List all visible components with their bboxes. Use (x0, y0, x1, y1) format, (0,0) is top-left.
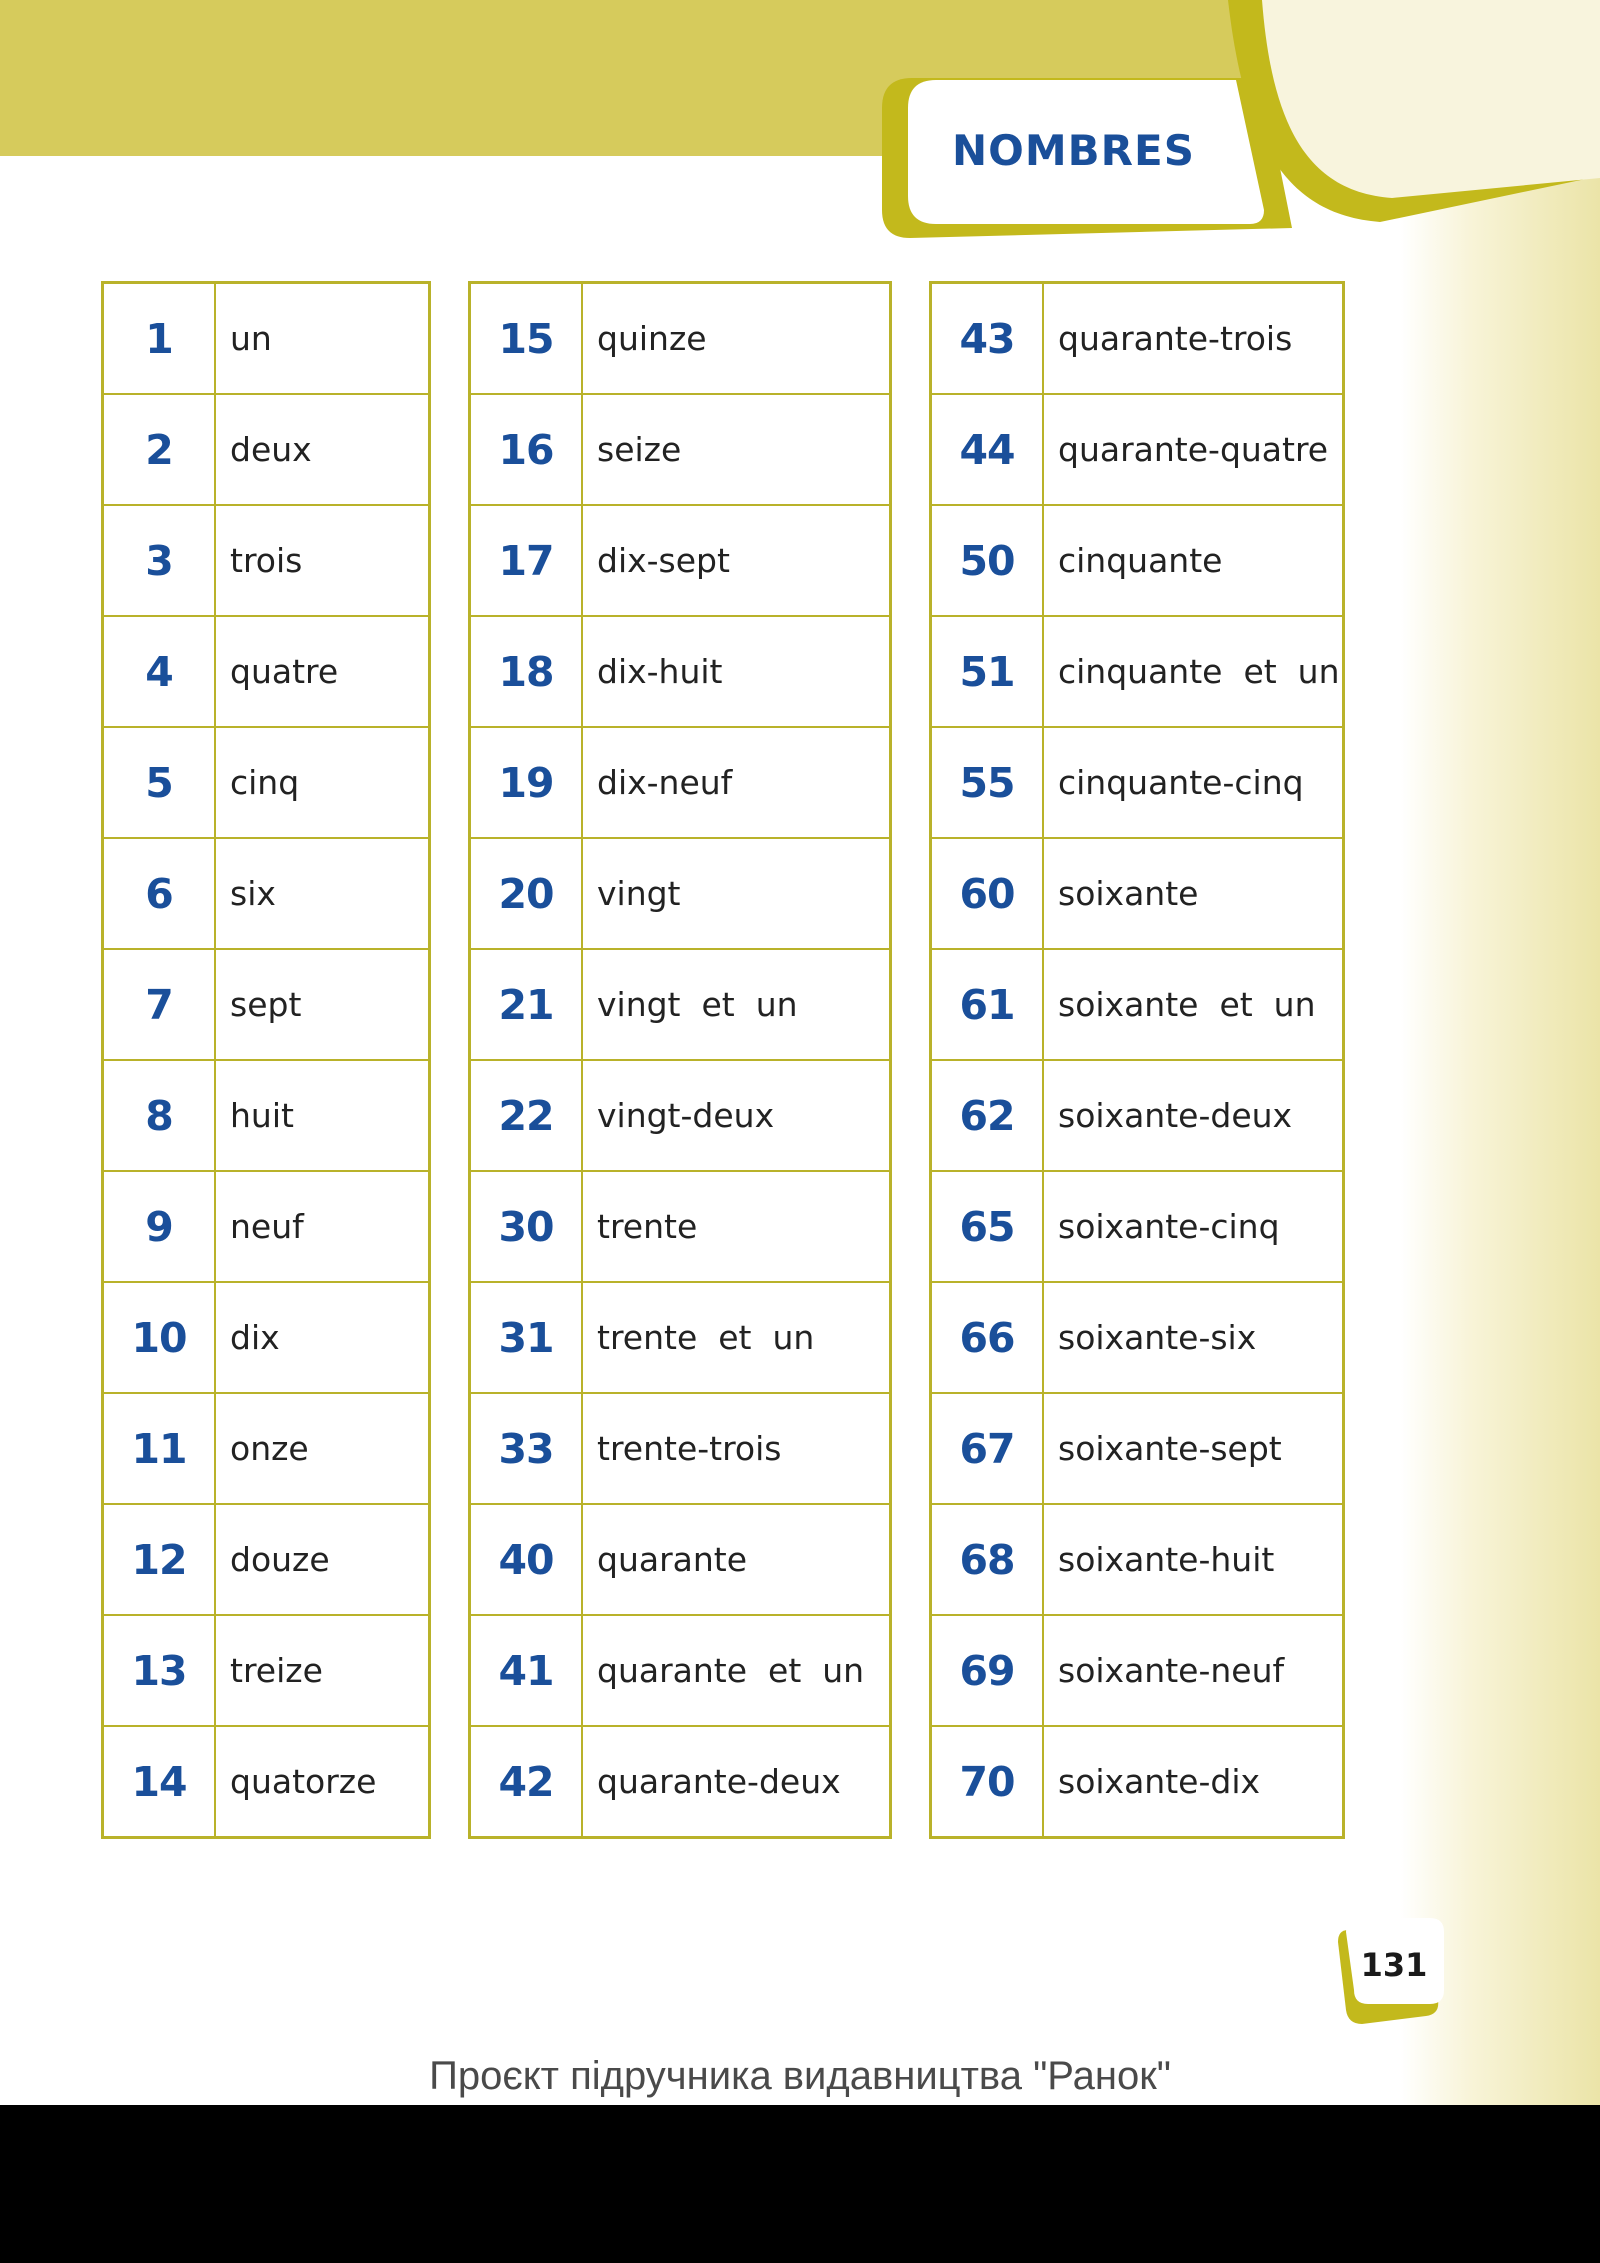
number-word: cinq (215, 727, 430, 838)
table-row (103, 616, 430, 727)
number-word: soixante-huit (1043, 1504, 1344, 1615)
number-word: trente et un (582, 1282, 891, 1393)
table-row (103, 394, 430, 505)
number-word: cinquante-cinq (1043, 727, 1344, 838)
number-digit: 62 (931, 1060, 1044, 1171)
number-digit: 51 (931, 616, 1044, 727)
number-word: cinquante et un (1043, 616, 1344, 727)
numbers-table-2 (468, 281, 892, 1839)
table-row (103, 1615, 430, 1726)
number-digit: 33 (470, 1393, 583, 1504)
number-word: soixante-sept (1043, 1393, 1344, 1504)
table-row (103, 838, 430, 949)
number-digit: 12 (103, 1504, 216, 1615)
number-digit: 31 (470, 1282, 583, 1393)
number-digit: 16 (470, 394, 583, 505)
table-row (470, 505, 891, 616)
number-word: quarante et un (582, 1615, 891, 1726)
number-digit: 70 (931, 1726, 1044, 1838)
number-digit: 43 (931, 283, 1044, 395)
number-word: trois (215, 505, 430, 616)
number-word: quarante-trois (1043, 283, 1344, 395)
number-digit: 17 (470, 505, 583, 616)
table-row (931, 1393, 1344, 1504)
number-digit: 11 (103, 1393, 216, 1504)
table-row (470, 283, 891, 395)
number-word: trente (582, 1171, 891, 1282)
table-row (470, 394, 891, 505)
table-row (931, 1615, 1344, 1726)
table-row (103, 727, 430, 838)
number-digit: 68 (931, 1504, 1044, 1615)
table-row (931, 949, 1344, 1060)
number-digit: 8 (103, 1060, 216, 1171)
number-word: deux (215, 394, 430, 505)
table-row (931, 616, 1344, 727)
number-word: quatre (215, 616, 430, 727)
number-digit: 21 (470, 949, 583, 1060)
number-word: vingt et un (582, 949, 891, 1060)
number-digit: 9 (103, 1171, 216, 1282)
number-word: soixante-cinq (1043, 1171, 1344, 1282)
number-digit: 10 (103, 1282, 216, 1393)
number-digit: 14 (103, 1726, 216, 1838)
table-row (103, 283, 430, 395)
table-row (470, 1171, 891, 1282)
number-digit: 22 (470, 1060, 583, 1171)
number-word: seize (582, 394, 891, 505)
number-word: quarante-deux (582, 1726, 891, 1838)
table-row (470, 1282, 891, 1393)
table-row (470, 838, 891, 949)
number-word: dix-neuf (582, 727, 891, 838)
table-row (931, 394, 1344, 505)
number-digit: 4 (103, 616, 216, 727)
number-digit: 44 (931, 394, 1044, 505)
number-digit: 67 (931, 1393, 1044, 1504)
table-row (931, 838, 1344, 949)
number-word: trente-trois (582, 1393, 891, 1504)
number-word: dix-huit (582, 616, 891, 727)
number-digit: 18 (470, 616, 583, 727)
number-word: un (215, 283, 430, 395)
number-digit: 5 (103, 727, 216, 838)
number-digit: 7 (103, 949, 216, 1060)
table-row (931, 283, 1344, 395)
table-row (931, 505, 1344, 616)
publisher-note: Проєкт підручника видавництва "Ранок" (429, 2054, 1171, 2098)
number-digit: 20 (470, 838, 583, 949)
number-word: douze (215, 1504, 430, 1615)
number-digit: 41 (470, 1615, 583, 1726)
table-row (103, 1393, 430, 1504)
number-word: soixante-dix (1043, 1726, 1344, 1838)
number-digit: 40 (470, 1504, 583, 1615)
table-row (931, 1060, 1344, 1171)
number-digit: 61 (931, 949, 1044, 1060)
number-word: dix-sept (582, 505, 891, 616)
table-row (103, 1504, 430, 1615)
table-row (931, 1726, 1344, 1838)
table-row (103, 1282, 430, 1393)
table-row (470, 1393, 891, 1504)
number-word: dix (215, 1282, 430, 1393)
table-row (931, 727, 1344, 838)
number-word: vingt (582, 838, 891, 949)
number-digit: 3 (103, 505, 216, 616)
table-row (931, 1504, 1344, 1615)
number-word: soixante et un (1043, 949, 1344, 1060)
table-row (931, 1171, 1344, 1282)
number-digit: 50 (931, 505, 1044, 616)
number-digit: 19 (470, 727, 583, 838)
number-word: soixante-deux (1043, 1060, 1344, 1171)
number-digit: 65 (931, 1171, 1044, 1282)
number-word: six (215, 838, 430, 949)
number-word: soixante (1043, 838, 1344, 949)
number-digit: 15 (470, 283, 583, 395)
number-word: quatorze (215, 1726, 430, 1838)
table-row (470, 1726, 891, 1838)
table-row (103, 505, 430, 616)
numbers-table-3 (929, 281, 1345, 1839)
number-word: treize (215, 1615, 430, 1726)
number-digit: 66 (931, 1282, 1044, 1393)
number-word: sept (215, 949, 430, 1060)
number-word: huit (215, 1060, 430, 1171)
table-row (103, 1726, 430, 1838)
number-digit: 55 (931, 727, 1044, 838)
table-row (470, 949, 891, 1060)
number-word: cinquante (1043, 505, 1344, 616)
side-gradient-strip (1400, 0, 1600, 2105)
number-digit: 42 (470, 1726, 583, 1838)
table-row (103, 1171, 430, 1282)
number-digit: 60 (931, 838, 1044, 949)
table-row (931, 1282, 1344, 1393)
number-word: soixante-neuf (1043, 1615, 1344, 1726)
number-word: quarante-quatre (1043, 394, 1344, 505)
number-word: vingt-deux (582, 1060, 891, 1171)
table-row (103, 1060, 430, 1171)
number-word: onze (215, 1393, 430, 1504)
number-digit: 1 (103, 283, 216, 395)
number-word: quarante (582, 1504, 891, 1615)
table-row (103, 949, 430, 1060)
number-word: quinze (582, 283, 891, 395)
page-title: NOMBRES (952, 126, 1195, 175)
numbers-table-1 (101, 281, 431, 1839)
table-row (470, 727, 891, 838)
number-digit: 2 (103, 394, 216, 505)
number-digit: 69 (931, 1615, 1044, 1726)
number-digit: 13 (103, 1615, 216, 1726)
table-row (470, 1060, 891, 1171)
table-row (470, 616, 891, 727)
table-row (470, 1504, 891, 1615)
table-row (470, 1615, 891, 1726)
number-word: soixante-six (1043, 1282, 1344, 1393)
number-word: neuf (215, 1171, 430, 1282)
page-number: 131 (1360, 1946, 1428, 1984)
number-digit: 30 (470, 1171, 583, 1282)
number-digit: 6 (103, 838, 216, 949)
